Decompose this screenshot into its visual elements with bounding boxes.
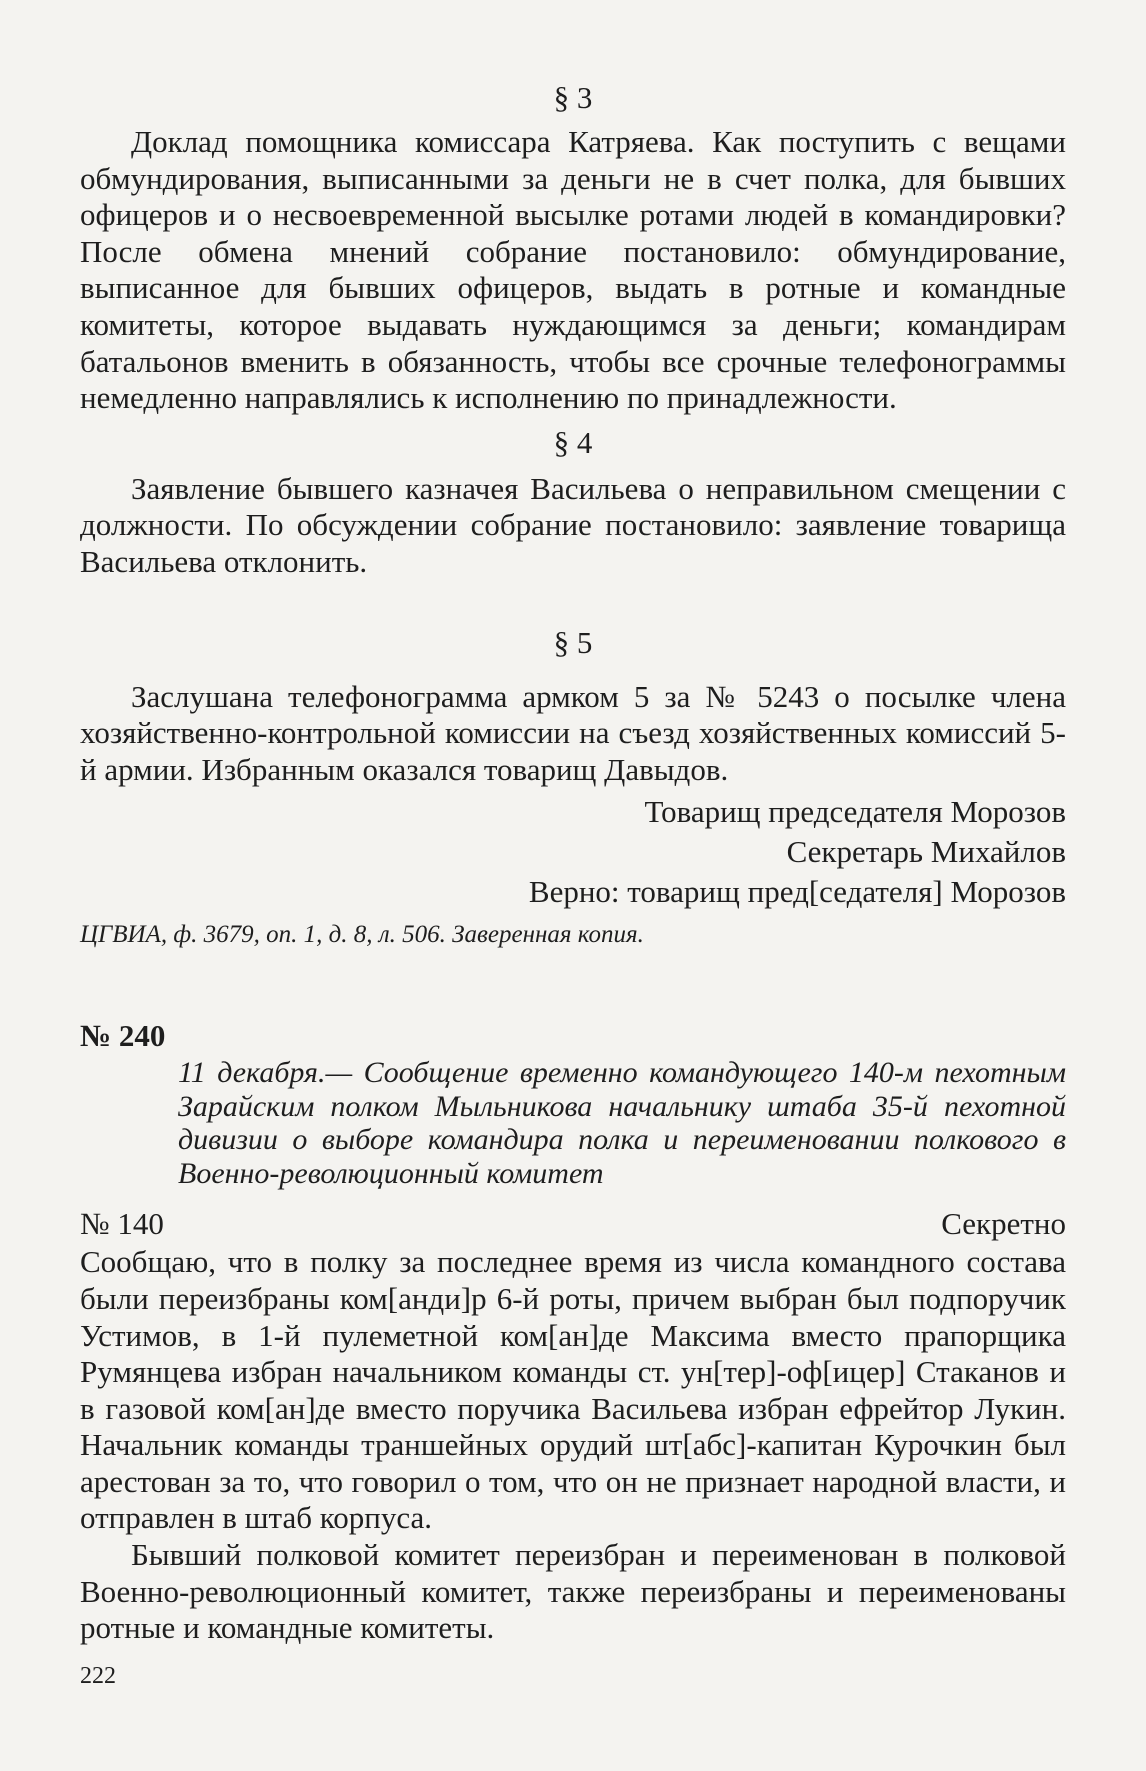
document-title: 11 декабря.— Сообщение временно командующего 140-м пехотным Зарайским полком Мыльникова начальнику штаба 35-й пехотной дивизии о выборе командира полка и переименовании полкового в Военно-революционный комитет <box>178 1056 1066 1190</box>
signature-block <box>80 792 1066 912</box>
page-content <box>80 78 1066 1647</box>
signature-certified: Верно: товарищ пред[седателя] Морозов <box>528 874 1066 910</box>
archive-source: ЦГВИА, ф. 3679, оп. 1, д. 8, л. 506. Заверенная копия. <box>80 921 644 949</box>
document-paragraph-2: Бывший полковой комитет переизбран и переименован в полковой Военно-революционный комитет, также переизбраны и переименованы ротные и командные комитеты. <box>80 1537 1066 1646</box>
classification-label: Секретно <box>941 1206 1066 1242</box>
reference-line <box>80 1204 1066 1244</box>
section-4-text: Заявление бывшего казначея Васильева о неправильном смещении с должности. По обсуждении собрание постановило: заявление товарища Васильева отклонить. <box>80 470 1066 579</box>
page-number: 222 <box>80 1663 116 1689</box>
signature-chairman: Товарищ председателя Морозов <box>644 794 1066 830</box>
reference-number: № 140 <box>80 1206 164 1242</box>
section-5-heading: § 5 <box>553 624 593 660</box>
document-paragraph-1: Сообщаю, что в полку за последнее время из числа командного состава были переизбраны ком[анди]р 6-й роты, причем выбран был подпоручик Устимов, в 1-й пулеметной ком[ан]де Максима вместо прапорщика Румянцева избран начальником команды ст. ун[тер]-оф[ицер] Стаканов и в газовой ком[ан]де вместо поручика Васильева избран ефрейтор Лукин. Начальник команды траншейных орудий шт[абс]-капитан Курочкин был арестован за то, что говорил о том, что он не признает народной власти, и отправлен в штаб корпуса. <box>80 1244 1066 1536</box>
section-3-heading: § 3 <box>553 80 593 115</box>
section-3-text: Доклад помощника комиссара Катряева. Как поступить с вещами обмундирования, выписанными за деньги не в счет полка, для бывших офицеров и о несвоевременной высылке ротами людей в командировки? После обмена мнений собрание постановило: обмундирование, выписанное для бывших офицеров, выдать в ротные и командные комитеты, которое выдавать нуждающимся за деньги; командирам батальонов вменить в обязанность, чтобы все срочные телефонограммы немедленно направлялись к исполнению по принадлежности. <box>80 124 1066 416</box>
document-number: № 240 <box>80 1018 166 1054</box>
section-5-text: Заслушана телефонограмма армком 5 за № 5243 о посылке члена хозяйственно-контрольной комиссии на съезд хозяйственных комиссий 5-й армии. Избранным оказался товарищ Давыдов. <box>80 678 1066 787</box>
section-4-heading: § 4 <box>553 424 593 460</box>
signature-secretary: Секретарь Михайлов <box>786 834 1066 870</box>
